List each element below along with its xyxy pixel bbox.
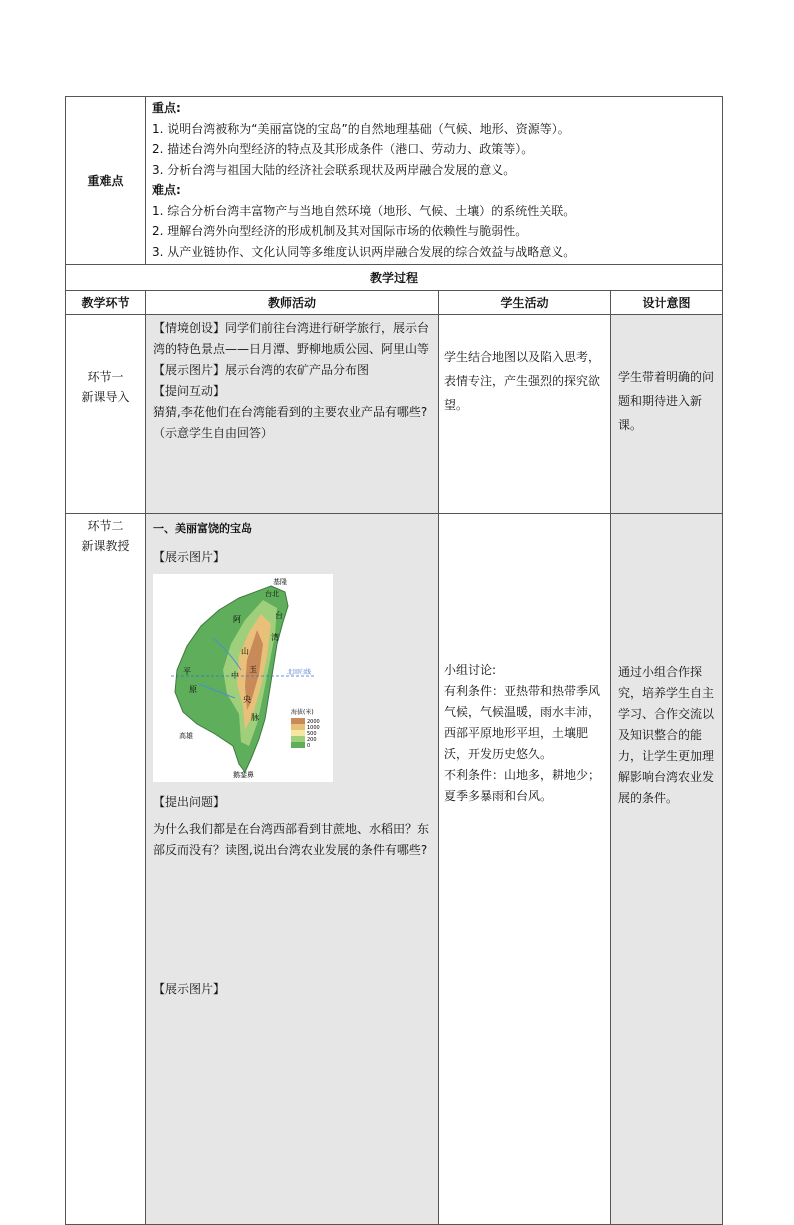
section-2-stage (66, 514, 146, 1225)
zd-item: 2. 描述台湾外向型经济的特点及其形成条件（港口、劳动力、政策等）。 (152, 142, 534, 156)
student-line: 有利条件：亚热带和热带季风气候，气候温暖，雨水丰沛，西部平原地形平坦，土壤肥沃，开发历史悠久。 (444, 684, 601, 761)
show-image-label: 【展示图片】 (153, 550, 226, 564)
zd-title: 重点: (152, 101, 181, 115)
zd-item: 1. 说明台湾被称为“美丽富饶的宝岛”的自然地理基础（气候、地形、资源等）。 (152, 121, 570, 136)
teacher-line: 【提问互动】 (153, 384, 226, 398)
student-text: 学生结合地图以及陷入思考，表情专注，产生强烈的探究欲望。 (444, 350, 601, 412)
ask-label: 【提出问题】 (153, 795, 226, 809)
teacher-line: 【情境创设】同学们前往台湾进行研学旅行，展示台湾的特色景点——日月潭、野柳地质公园、阿里山等 (153, 321, 430, 356)
section-2-student (439, 514, 611, 1225)
map-label: 湾 (271, 633, 279, 642)
legend-title: 海拔(米) (291, 709, 314, 716)
question-text: 为什么我们都是在台湾西部看到甘蔗地、水稻田？东部反而没有？读图,说出台湾农业发展的条件有哪些? (153, 822, 430, 857)
map-label: 阿 (233, 615, 241, 624)
legend-value: 500 (307, 731, 317, 737)
student-line: 小组讨论: (444, 663, 497, 677)
legend-swatch (291, 724, 305, 730)
show-image-label-2: 【展示图片】 (153, 982, 226, 996)
section-2-row (66, 514, 723, 1225)
nd-item: 3. 从产业链协作、文化认同等多维度认识两岸融合发展的综合效益与战略意义。 (152, 244, 576, 259)
teacher-line: 【展示图片】展示台湾的农矿产品分布图 (153, 363, 370, 377)
legend-swatch (291, 730, 305, 736)
map-label: 中 (231, 671, 239, 680)
student-line: 不利条件：山地多，耕地少；夏季多暴雨和台风。 (444, 768, 601, 803)
section-1-student (439, 315, 611, 514)
map-label: 台 (275, 611, 283, 620)
key-points-content (146, 97, 723, 265)
lesson-table (65, 96, 723, 1225)
nd-item: 2. 理解台湾外向型经济的形成机制及其对国际市场的依赖性与脆弱性。 (152, 224, 528, 238)
intent-text: 通过小组合作探究，培养学生自主学习、合作交流以及知识整合的能力，让学生更加理解影响台湾农业发展的条件。 (618, 665, 715, 805)
section-1-teacher (146, 315, 439, 514)
key-points-label: 重难点 (66, 97, 146, 265)
section-2-intent (611, 514, 723, 1225)
legend-value: 200 (307, 737, 317, 743)
map-label: 北回归线 (287, 669, 312, 676)
legend-swatch (291, 718, 305, 724)
legend-value: 1000 (307, 725, 320, 731)
lesson-plan-page (65, 96, 722, 1225)
legend-swatch (291, 736, 305, 742)
map-label: 高雄 (179, 732, 193, 740)
process-title: 教学过程 (66, 265, 723, 291)
teacher-line: 猜猜,李花他们在台湾能看到的主要农业产品有哪些?（示意学生自由回答） (153, 405, 428, 440)
legend-swatch (291, 742, 305, 748)
stage-line: 新课教授 (81, 539, 130, 553)
legend-value: 0 (307, 743, 311, 749)
map-label: 鹅銮鼻 (233, 771, 254, 779)
map-label: 山 (241, 647, 249, 656)
legend-value: 2000 (307, 719, 320, 725)
map-label: 台北 (265, 590, 279, 598)
column-header-row (66, 291, 723, 315)
stage-line: 环节二 (87, 519, 124, 533)
col-stage: 教学环节 (66, 291, 146, 315)
section-2-teacher (146, 514, 439, 1225)
section-heading: 一、美丽富饶的宝岛 (153, 522, 252, 535)
key-points-row (66, 97, 723, 265)
col-teacher: 教师活动 (146, 291, 439, 315)
stage-line: 环节一 (87, 370, 124, 384)
nd-item: 1. 综合分析台湾丰富物产与当地自然环境（地形、气候、土壤）的系统性关联。 (152, 203, 576, 218)
section-1-intent (611, 315, 723, 514)
map-label: 平 (183, 667, 191, 676)
map-label: 央 (243, 695, 251, 704)
map-label: 基隆 (273, 578, 287, 586)
stage-line: 新课导入 (81, 390, 130, 404)
section-1-row (66, 315, 723, 514)
nd-title: 难点: (152, 183, 181, 197)
taiwan-map-svg (153, 574, 333, 782)
col-intent: 设计意图 (611, 291, 723, 315)
section-1-stage (66, 315, 146, 514)
map-label: 玉 (249, 665, 257, 674)
col-student: 学生活动 (439, 291, 611, 315)
map-label: 脉 (251, 713, 259, 722)
zd-item: 3. 分析台湾与祖国大陆的经济社会联系现状及两岸融合发展的意义。 (152, 162, 516, 177)
intent-text: 学生带着明确的问题和期待进入新课。 (618, 370, 715, 432)
taiwan-topographic-map (153, 574, 333, 782)
map-label: 原 (189, 685, 197, 694)
